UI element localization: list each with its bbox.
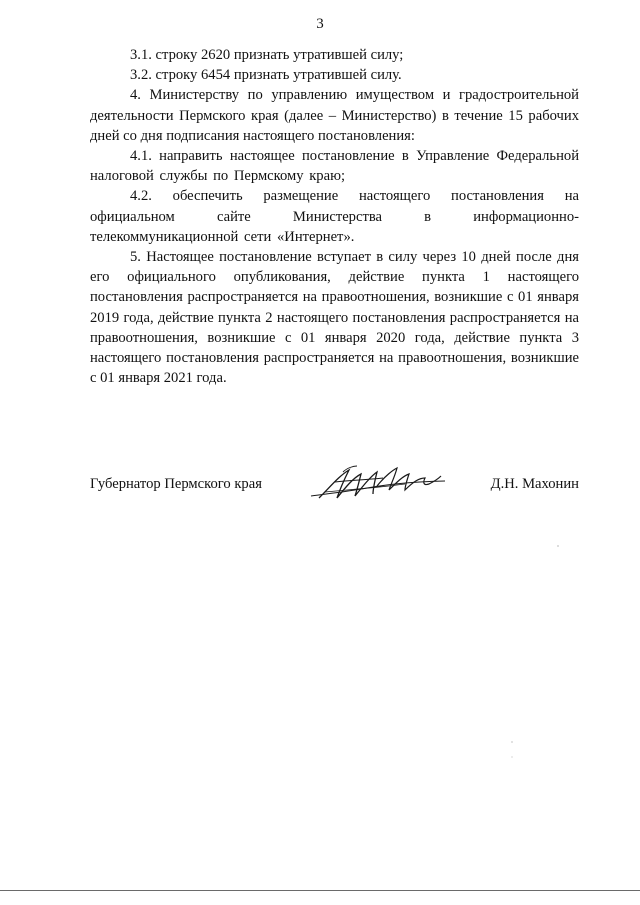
paragraph-4: 4. Министерству по управлению имуществом и градостроительной деятельности Пермского края (далее – Министерство) в течение 15 рабочих дней со дня подписания настоящего постановления:: [90, 87, 579, 144]
signatory-name: Д.Н. Махонин: [490, 476, 579, 492]
paragraph-3-2: 3.2. строку 6454 признать утратившей силу.: [130, 67, 402, 84]
paragraph-4-2: 4.2. обеспечить размещение настоящего постановления на официальном сайте Министерства в информационно-телекоммуникационной сети «Интернет».: [90, 188, 579, 245]
page-number: 3: [316, 16, 324, 32]
paragraph-4-1: 4.1. направить настоящее постановление в Управление Федеральной налоговой службы по Пермскому краю;: [90, 148, 579, 185]
paragraph-3-1: 3.1. строку 2620 признать утратившей силу;: [130, 47, 404, 63]
page-bottom-edge: [0, 890, 640, 891]
signatory-title: Губернатор Пермского края: [90, 476, 262, 492]
paragraph-5: 5. Настоящее постановление вступает в силу через 10 дней после дня его официального опубликования, действие пункта 1 настоящего постановления распространяется на правоотношения, возникшие с 01 января 2019 года, действие пункта 2 настоящего постановления распространяется на правоотношения, возникшие с 01 января 2020 года, действие пункта 3 настоящего постановления распространяется на правоотношения, возникшие с 01 января 2021 года.: [90, 249, 579, 387]
